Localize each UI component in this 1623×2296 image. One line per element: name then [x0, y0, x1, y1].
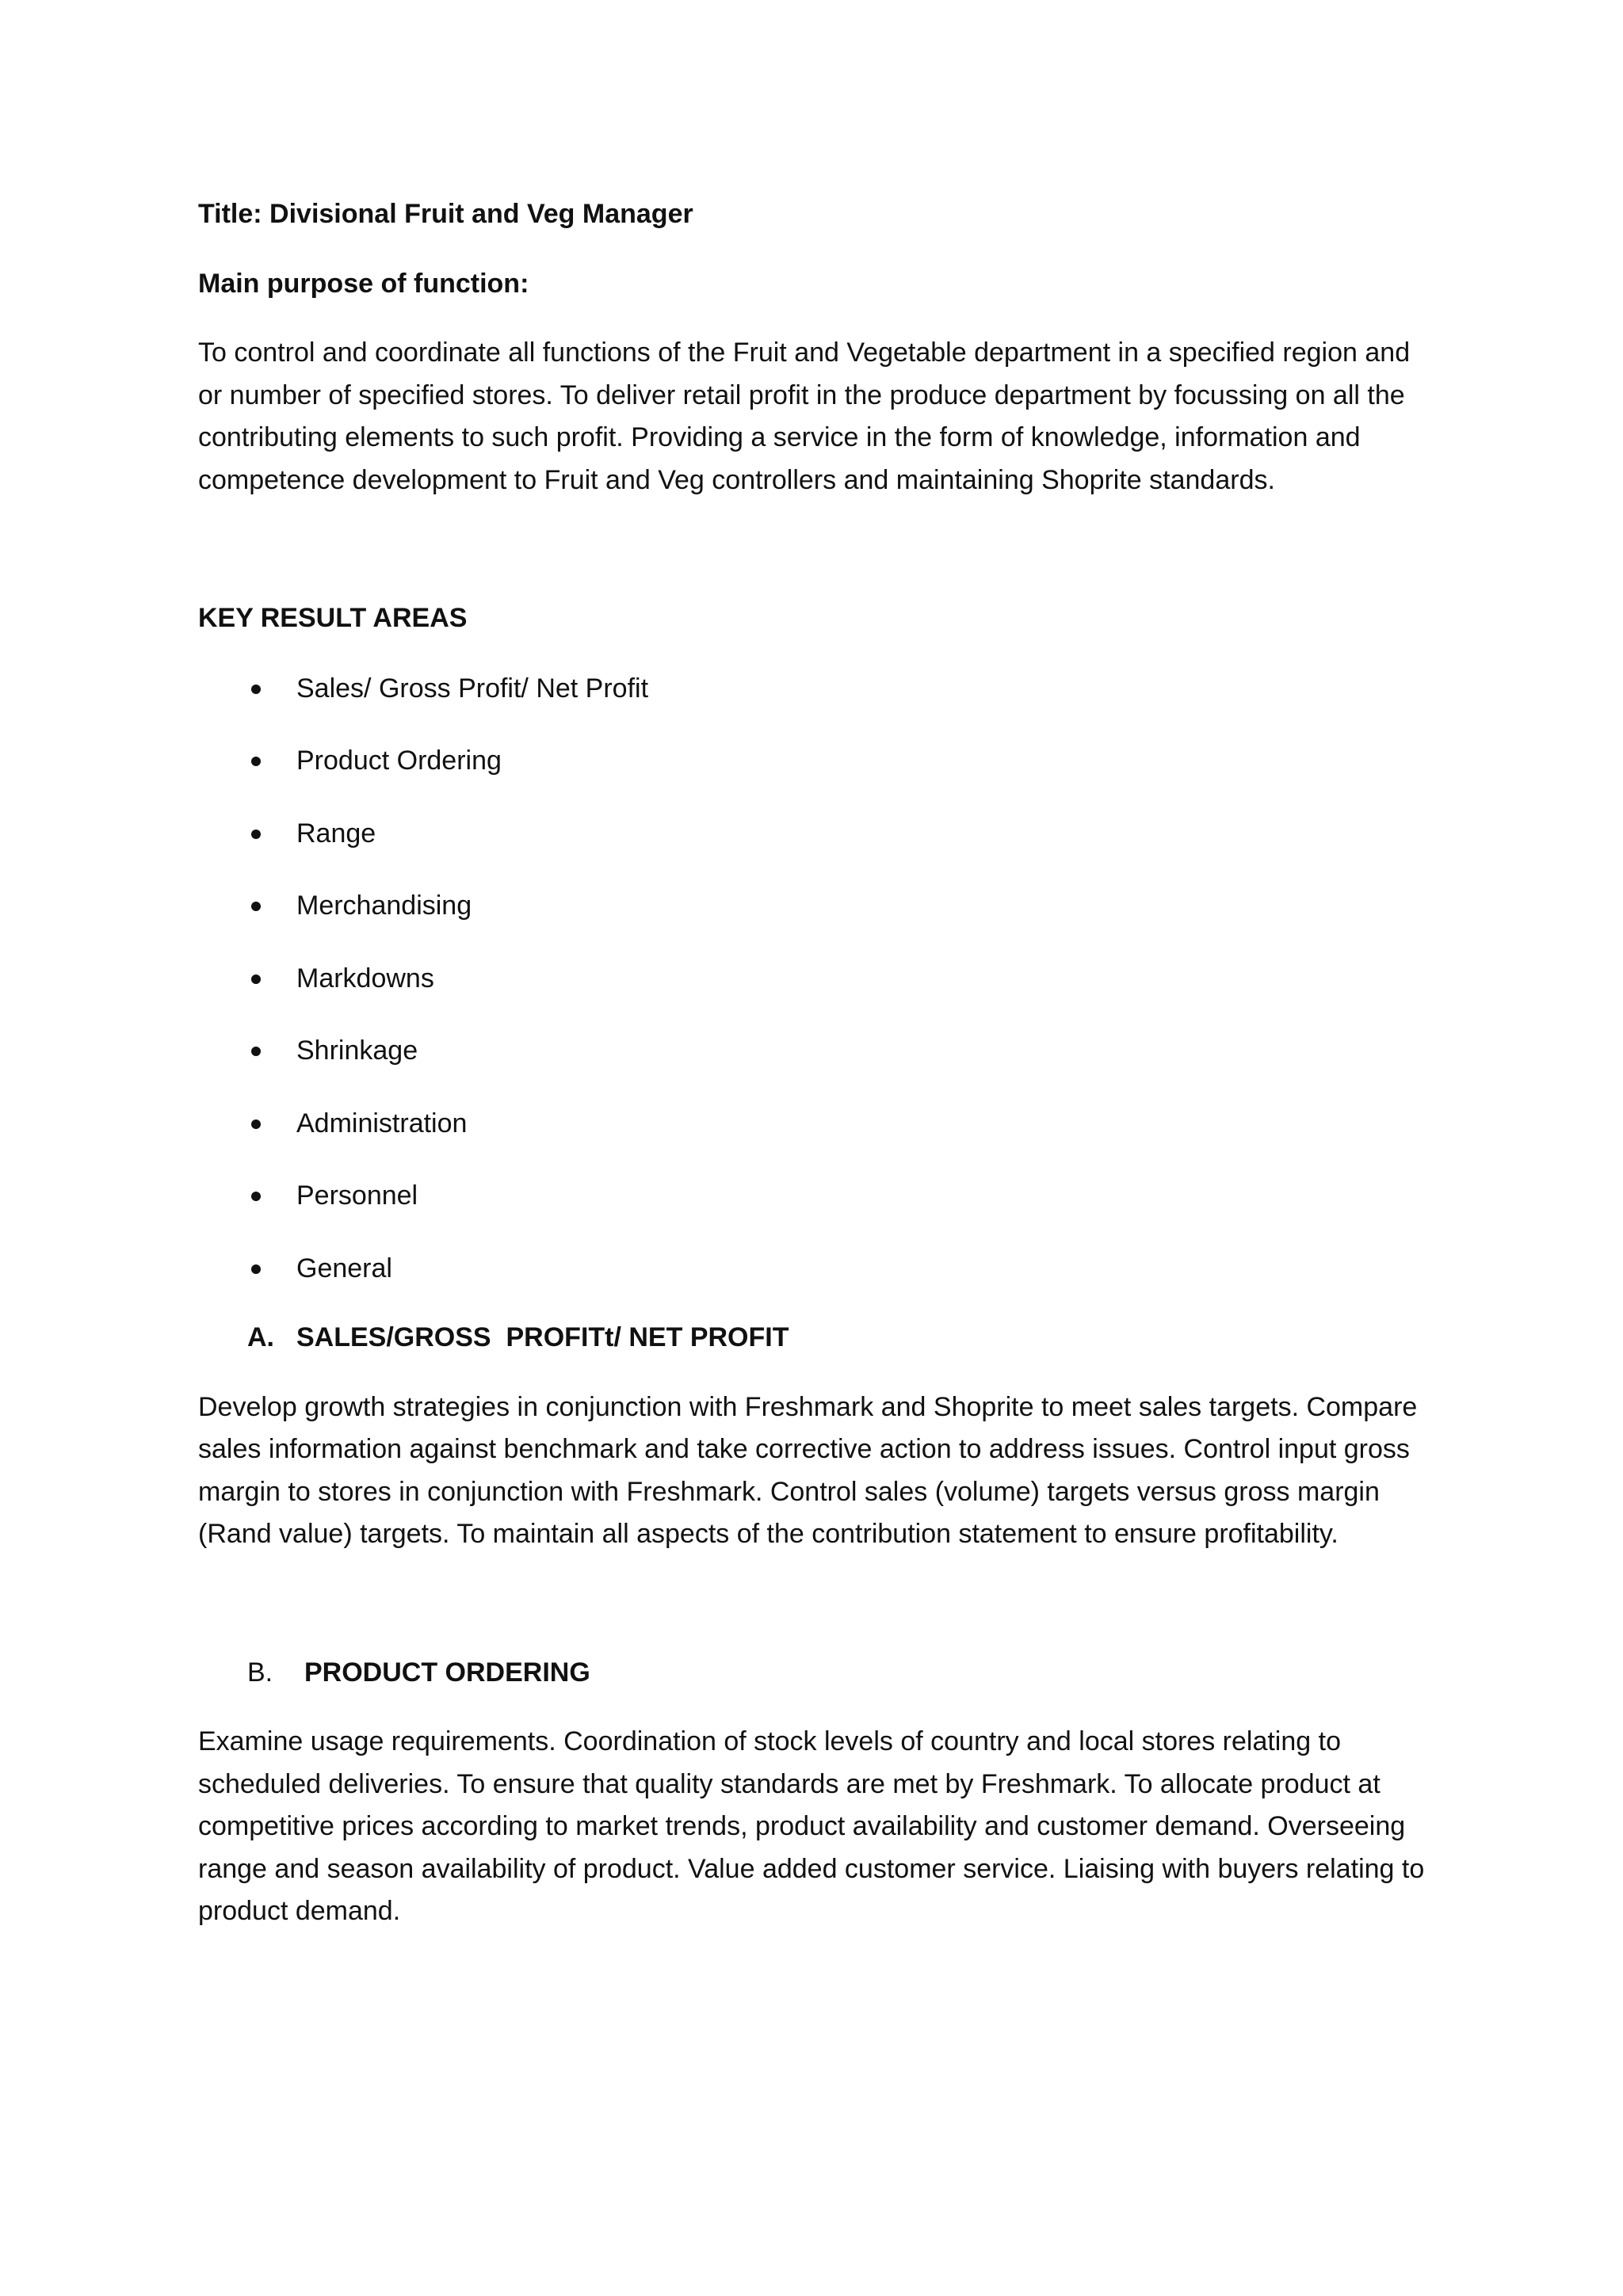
- bullet-icon: [251, 1047, 261, 1056]
- list-item-label: Shrinkage: [296, 1035, 418, 1066]
- bullet-icon: [251, 830, 261, 839]
- section-a-letter: A.: [247, 1322, 274, 1352]
- list-item-label: Markdowns: [296, 963, 434, 994]
- section-b-letter: B.: [247, 1657, 273, 1688]
- section-a-paragraph: Develop growth strategies in conjunction with Freshmark and Shoprite to meet sales targets. Compare sales information against benchmark and take corrective action to address issues. Control input gross margin to stores in conjunction with Freshmark. Control sales (volume) targets versus gross margin (Rand value) targets. To maintain all aspects of the contribution statement to ensure profitability.: [198, 1391, 1418, 1549]
- bullet-icon: [251, 902, 261, 911]
- list-item-label: Merchandising: [296, 891, 472, 921]
- document-body: [198, 193, 1434, 1933]
- list-item-label: Personnel: [296, 1180, 418, 1211]
- list-item-label: General: [296, 1253, 392, 1283]
- list-item-label: Administration: [296, 1108, 468, 1138]
- bullet-icon: [251, 1264, 261, 1274]
- section-a-heading: [198, 1317, 1434, 1360]
- list-item: [198, 885, 1434, 928]
- list-item: [198, 668, 1434, 711]
- list-item: [198, 958, 1434, 1001]
- list-item: [198, 1175, 1434, 1218]
- bullet-icon: [251, 757, 261, 766]
- key-result-areas-heading: KEY RESULT AREAS: [198, 603, 468, 633]
- list-item: [198, 740, 1434, 783]
- bullet-icon: [251, 974, 261, 984]
- list-item-label: Sales/ Gross Profit/ Net Profit: [296, 673, 649, 704]
- purpose-paragraph: To control and coordinate all functions of the Fruit and Vegetable department in a specified region and or number of specified stores. To deliver retail profit in the produce department by focussing on all the contributing elements to such profit. Providing a service in the form of knowledge, information and competence development to Fruit and Veg controllers and maintaining Shoprite standards.: [198, 338, 1411, 495]
- section-b-heading: [198, 1652, 1434, 1695]
- section-b-paragraph: Examine usage requirements. Coordination of stock levels of country and local stores relating to scheduled deliveries. To ensure that quality standards are met by Freshmark. To allocate product at competitive prices according to market trends, product availability and customer demand. Overseeing range and season availability of product. Value added customer service. Liaising with buyers relating to product demand.: [198, 1726, 1425, 1926]
- list-item-label: Product Ordering: [296, 746, 502, 776]
- bullet-icon: [251, 1119, 261, 1129]
- list-item: [198, 813, 1434, 856]
- section-a-title: SALES/GROSS PROFITt/ NET PROFIT: [296, 1322, 789, 1352]
- list-item-label: Range: [296, 818, 376, 849]
- document-title: Title: Divisional Fruit and Veg Manager: [198, 199, 693, 229]
- list-item: [198, 1248, 1434, 1291]
- bullet-icon: [251, 1192, 261, 1201]
- purpose-heading: Main purpose of function:: [198, 268, 529, 299]
- section-b-title: PRODUCT ORDERING: [304, 1657, 590, 1688]
- list-item: [198, 1103, 1434, 1146]
- key-result-areas-list: [198, 668, 1434, 1291]
- bullet-icon: [251, 685, 261, 694]
- list-item: [198, 1030, 1434, 1073]
